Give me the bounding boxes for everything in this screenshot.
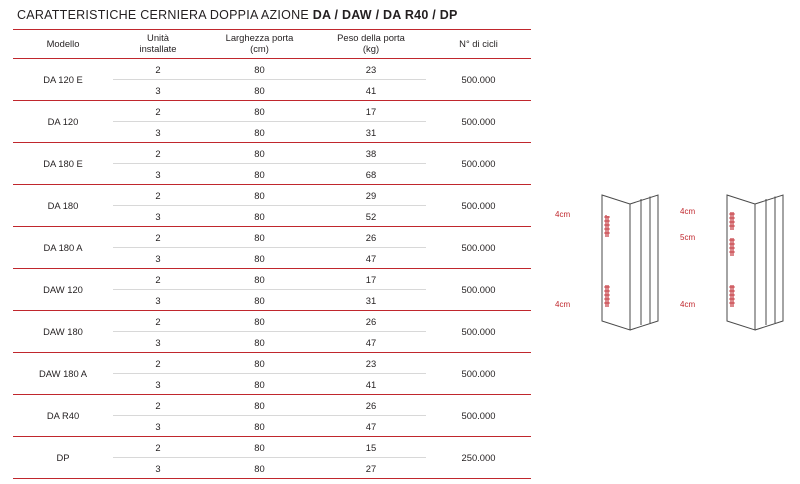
cell-width: 80 bbox=[203, 80, 316, 101]
hinge-bottom bbox=[731, 285, 733, 307]
page-title bbox=[0, 8, 458, 22]
cell-units: 3 bbox=[113, 164, 203, 185]
cell-weight: 26 bbox=[316, 227, 426, 248]
cell-cycles: 500.000 bbox=[426, 311, 531, 353]
cell-width: 80 bbox=[203, 143, 316, 164]
column-header-weight-line1: Peso della porta bbox=[337, 32, 405, 44]
cell-model: DA R40 bbox=[13, 395, 113, 437]
cell-width: 80 bbox=[203, 269, 316, 290]
column-header-weight bbox=[316, 30, 426, 59]
table-header-row bbox=[13, 30, 531, 59]
cell-width: 80 bbox=[203, 122, 316, 143]
column-header-width-line1: Larghezza porta bbox=[225, 32, 294, 44]
cell-width: 80 bbox=[203, 101, 316, 122]
cell-cycles: 500.000 bbox=[461, 74, 496, 85]
hinge-top bbox=[606, 215, 608, 237]
cell-units: 2 bbox=[113, 353, 203, 374]
spec-table bbox=[13, 30, 531, 478]
cell-cycles: 500.000 bbox=[426, 143, 531, 185]
column-header-units bbox=[113, 30, 203, 59]
cell-width: 80 bbox=[203, 437, 316, 458]
cell-weight: 52 bbox=[316, 206, 426, 227]
cell-units: 2 bbox=[113, 395, 203, 416]
cell-width: 80 bbox=[254, 63, 265, 75]
cell-width: 80 bbox=[203, 227, 316, 248]
cell-width: 80 bbox=[203, 311, 316, 332]
column-header-weight-line2: (kg) bbox=[362, 43, 380, 54]
cell-cycles: 500.000 bbox=[426, 227, 531, 269]
spec-table-wrap bbox=[13, 30, 531, 478]
cell-weight: 47 bbox=[316, 416, 426, 437]
dim-label-top: 4cm bbox=[680, 207, 696, 216]
table-body bbox=[13, 59, 531, 479]
cell-model: DAW 120 bbox=[13, 269, 113, 311]
cell-weight: 26 bbox=[316, 395, 426, 416]
cell-width: 80 bbox=[203, 164, 316, 185]
cell-units: 3 bbox=[113, 416, 203, 437]
cell-width: 80 bbox=[203, 185, 316, 206]
cell-model: DP bbox=[13, 437, 113, 479]
hinge-bottom bbox=[606, 285, 608, 307]
cell-units: 2 bbox=[113, 269, 203, 290]
cell-width: 80 bbox=[203, 395, 316, 416]
table-row bbox=[13, 59, 531, 80]
cell-model: DAW 180 A bbox=[13, 353, 113, 395]
dim-label-bottom: 4cm bbox=[555, 300, 571, 309]
cell-units: 3 bbox=[113, 290, 203, 311]
cell-weight: 31 bbox=[316, 290, 426, 311]
table-row bbox=[13, 437, 531, 458]
table-bottom-divider bbox=[13, 478, 531, 479]
table-row bbox=[13, 269, 531, 290]
cell-units: 2 bbox=[113, 143, 203, 164]
page-title-strong: DA / DAW / DA R40 / DP bbox=[312, 8, 458, 22]
cell-weight: 31 bbox=[316, 122, 426, 143]
column-header-width-line2: (cm) bbox=[250, 43, 269, 54]
table-row bbox=[13, 185, 531, 206]
column-header-model: Modello bbox=[46, 37, 80, 49]
cell-weight: 23 bbox=[365, 63, 377, 75]
door-three-hinges-diagram bbox=[680, 190, 795, 335]
cell-weight: 68 bbox=[316, 164, 426, 185]
cell-cycles: 500.000 bbox=[426, 353, 531, 395]
dim-label-middle: 5cm bbox=[680, 233, 696, 242]
cell-units: 2 bbox=[155, 63, 161, 75]
cell-model: DA 180 E bbox=[13, 143, 113, 185]
cell-width: 80 bbox=[203, 416, 316, 437]
cell-width: 80 bbox=[203, 332, 316, 353]
cell-model: DAW 180 bbox=[13, 311, 113, 353]
table-row bbox=[13, 227, 531, 248]
cell-width: 80 bbox=[203, 206, 316, 227]
cell-weight: 41 bbox=[316, 374, 426, 395]
cell-width: 80 bbox=[203, 353, 316, 374]
cell-units: 2 bbox=[113, 227, 203, 248]
cell-weight: 17 bbox=[316, 269, 426, 290]
cell-weight: 41 bbox=[316, 80, 426, 101]
cell-weight: 27 bbox=[316, 458, 426, 479]
cell-weight: 23 bbox=[316, 353, 426, 374]
cell-units: 2 bbox=[113, 185, 203, 206]
cell-cycles: 500.000 bbox=[426, 185, 531, 227]
cell-model: DA 180 bbox=[13, 185, 113, 227]
table-header bbox=[13, 30, 531, 59]
cell-units: 2 bbox=[113, 101, 203, 122]
cell-weight: 38 bbox=[316, 143, 426, 164]
cell-width: 80 bbox=[203, 248, 316, 269]
table-row bbox=[13, 395, 531, 416]
cell-units: 3 bbox=[113, 374, 203, 395]
table-row bbox=[13, 101, 531, 122]
dim-label-bottom: 4cm bbox=[680, 300, 696, 309]
cell-model: DA 120 E bbox=[43, 74, 83, 85]
cell-units: 3 bbox=[113, 332, 203, 353]
hinge-middle bbox=[731, 238, 733, 256]
cell-weight: 15 bbox=[316, 437, 426, 458]
cell-units: 3 bbox=[113, 248, 203, 269]
cell-weight: 26 bbox=[316, 311, 426, 332]
document-title-bar bbox=[0, 0, 800, 30]
cell-units: 2 bbox=[113, 437, 203, 458]
cell-width: 80 bbox=[203, 458, 316, 479]
column-header-units-line2: installate bbox=[139, 43, 177, 54]
table-row bbox=[13, 143, 531, 164]
table-row bbox=[13, 311, 531, 332]
door-two-hinges-diagram bbox=[555, 190, 670, 335]
hinge-top bbox=[731, 212, 733, 230]
cell-width: 80 bbox=[203, 290, 316, 311]
cell-cycles: 250.000 bbox=[426, 437, 531, 479]
cell-width: 80 bbox=[203, 374, 316, 395]
table-row bbox=[13, 353, 531, 374]
column-header-cycles: N° di cicli bbox=[459, 37, 498, 49]
cell-units: 2 bbox=[113, 311, 203, 332]
cell-weight: 29 bbox=[316, 185, 426, 206]
cell-weight: 47 bbox=[316, 248, 426, 269]
cell-units: 3 bbox=[113, 458, 203, 479]
cell-cycles: 500.000 bbox=[426, 395, 531, 437]
column-header-width bbox=[203, 30, 316, 59]
cell-weight: 17 bbox=[316, 101, 426, 122]
cell-model: DA 180 A bbox=[13, 227, 113, 269]
cell-cycles: 500.000 bbox=[426, 101, 531, 143]
cell-units: 3 bbox=[113, 122, 203, 143]
cell-cycles: 500.000 bbox=[426, 269, 531, 311]
page-title-plain: CARATTERISTICHE CERNIERA DOPPIA AZIONE bbox=[17, 8, 313, 22]
cell-weight: 47 bbox=[316, 332, 426, 353]
dim-label-top: 4cm bbox=[555, 210, 571, 219]
cell-model: DA 120 bbox=[13, 101, 113, 143]
cell-units: 3 bbox=[113, 80, 203, 101]
column-header-units-line1: Unità bbox=[147, 32, 169, 44]
cell-units: 3 bbox=[113, 206, 203, 227]
